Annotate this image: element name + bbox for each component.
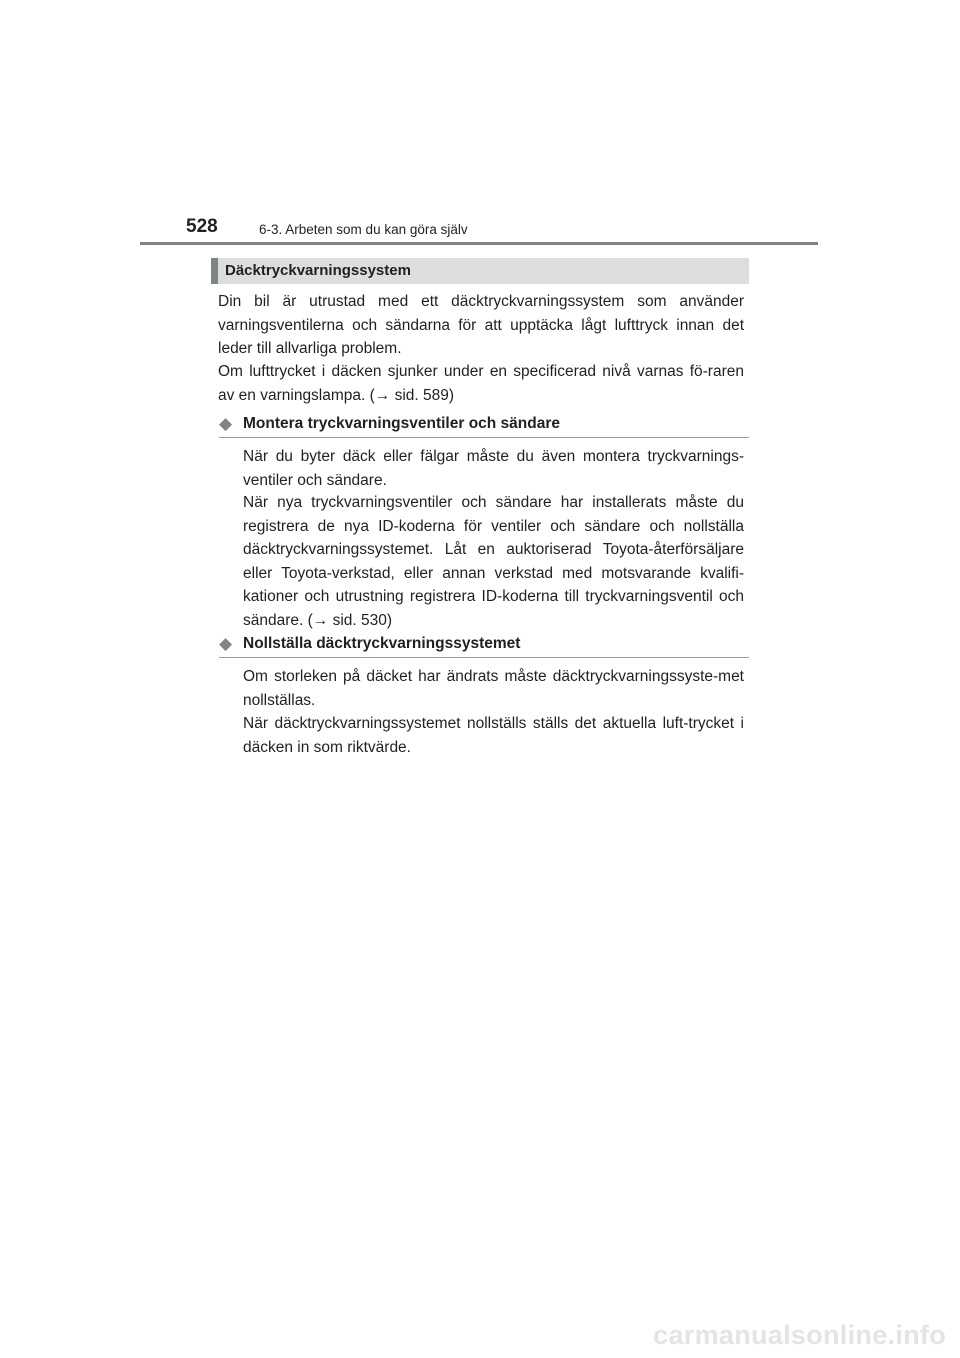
- subsection-paragraph: När du byter däck eller fälgar måste du även montera tryckvarnings-ventiler och sändare.: [243, 448, 744, 489]
- subsection-heading: [219, 413, 749, 438]
- subsection-title: Montera tryckvarningsventiler och sändare: [243, 415, 561, 432]
- header-section-title: 6-3. Arbeten som du kan göra själv: [259, 222, 468, 237]
- page-number: 528: [186, 216, 218, 237]
- subsection-heading: [219, 633, 749, 658]
- diamond-icon: ◆: [219, 414, 233, 433]
- diamond-icon: ◆: [219, 634, 233, 653]
- intro-paragraph: Om lufttrycket i däcken sjunker under en specificerad nivå varnas fö-raren av en varningslampa. (→ sid. 589): [218, 363, 744, 404]
- subsection-paragraph: När nya tryckvarningsventiler och sändare har installerats måste du registrera de nya ID-koderna för ventiler och sändare och nollställa däcktryckvarningssystemet. Låt en auktoriserad Toyota-återförsäljare eller Toyota-verkstad, eller annan verkstad med motsvarande kvalifi-kationer och utrustning registrera ID-koderna till tryckvarningsventil och sändare. (→ sid. 530): [243, 494, 744, 629]
- header-divider: [140, 242, 818, 245]
- section-title: Däcktryckvarningssystem: [225, 262, 411, 279]
- watermark: [0, 1318, 960, 1358]
- page-header: [0, 0, 960, 250]
- subsection-title: Nollställa däcktryckvarningssystemet: [243, 635, 521, 652]
- subsection-paragraph: Om storleken på däcket har ändrats måste däcktryckvarningssyste-met nollställas.: [243, 668, 744, 709]
- watermark-text: carmanualsonline.info: [653, 1320, 946, 1350]
- section-heading-accent: [211, 258, 218, 284]
- subsection-paragraph: När däcktryckvarningssystemet nollställs ställs det aktuella luft-trycket i däcken in som riktvärde.: [243, 715, 744, 756]
- intro-paragraph: Din bil är utrustad med ett däcktryckvarningssystem som använder varningsventilerna och sändarna för att upptäcka lågt lufttryck innan det leder till allvarliga problem.: [218, 293, 744, 357]
- section-heading-bar: [211, 258, 749, 284]
